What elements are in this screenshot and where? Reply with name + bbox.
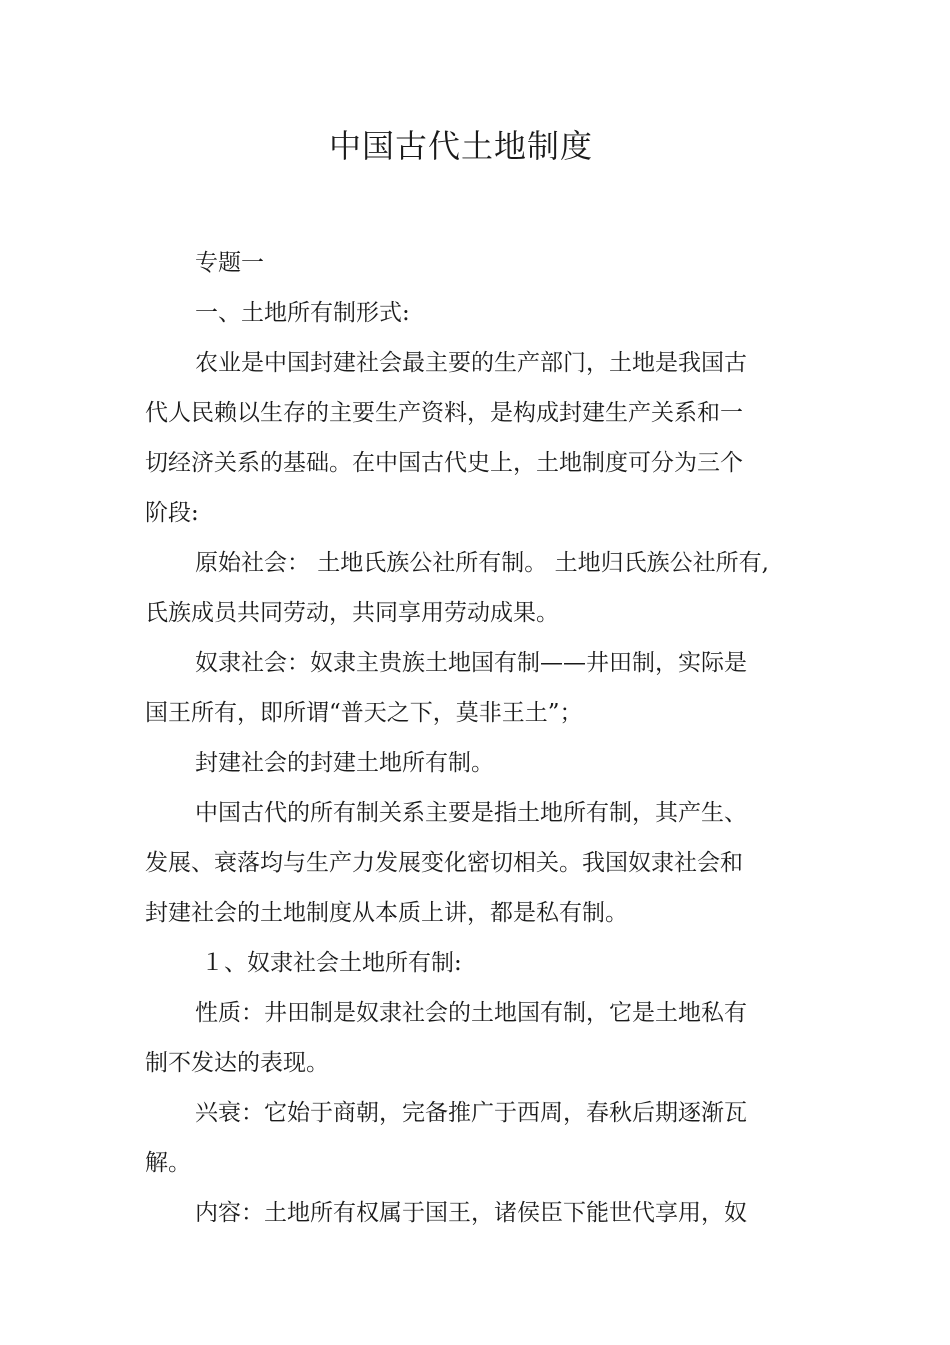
paragraph-line: 原始社会： 土地氏族公社所有制。 土地归氏族公社所有, bbox=[195, 550, 769, 576]
paragraph-line: 切经济关系的基础。在中国古代史上，土地制度可分为三个 bbox=[145, 450, 743, 476]
paragraph-line: 阶段: bbox=[145, 500, 199, 526]
paragraph-line: 发展、衰落均与生产力发展变化密切相关。我国奴隶社会和 bbox=[145, 850, 743, 876]
paragraph-line: 解。 bbox=[145, 1150, 191, 1176]
paragraph-line: 内容：土地所有权属于国王，诸侯臣下能世代享用，奴 bbox=[195, 1200, 747, 1226]
paragraph-line: 代人民赖以生存的主要生产资料，是构成封建生产关系和一 bbox=[145, 400, 743, 426]
paragraph-line: 封建社会的封建土地所有制。 bbox=[195, 750, 494, 776]
paragraph-line: 国王所有，即所谓“普天之下，莫非王土”； bbox=[145, 700, 583, 726]
paragraph-line: 兴衰：它始于商朝，完备推广于西周，春秋后期逐渐瓦 bbox=[195, 1100, 747, 1126]
document-body bbox=[145, 238, 795, 1238]
section-heading: 一、土地所有制形式: bbox=[195, 300, 410, 326]
paragraph-line: 农业是中国封建社会最主要的生产部门，土地是我国古 bbox=[195, 350, 747, 376]
paragraph-line: 性质：井田制是奴隶社会的土地国有制，它是土地私有 bbox=[195, 1000, 747, 1026]
document-title: 中国古代土地制度 bbox=[328, 127, 593, 165]
paragraph-line: 中国古代的所有制关系主要是指土地所有制，其产生、 bbox=[195, 800, 747, 826]
paragraph-line: 专题一 bbox=[195, 250, 264, 276]
paragraph-line: 氏族成员共同劳动，共同享用劳动成果。 bbox=[145, 600, 559, 626]
subsection-heading: １、奴隶社会土地所有制: bbox=[201, 950, 462, 976]
paragraph-line: 制不发达的表现。 bbox=[145, 1050, 329, 1076]
paragraph-line: 封建社会的土地制度从本质上讲，都是私有制。 bbox=[145, 900, 628, 926]
paragraph-line: 奴隶社会：奴隶主贵族土地国有制——井田制，实际是 bbox=[195, 650, 747, 676]
